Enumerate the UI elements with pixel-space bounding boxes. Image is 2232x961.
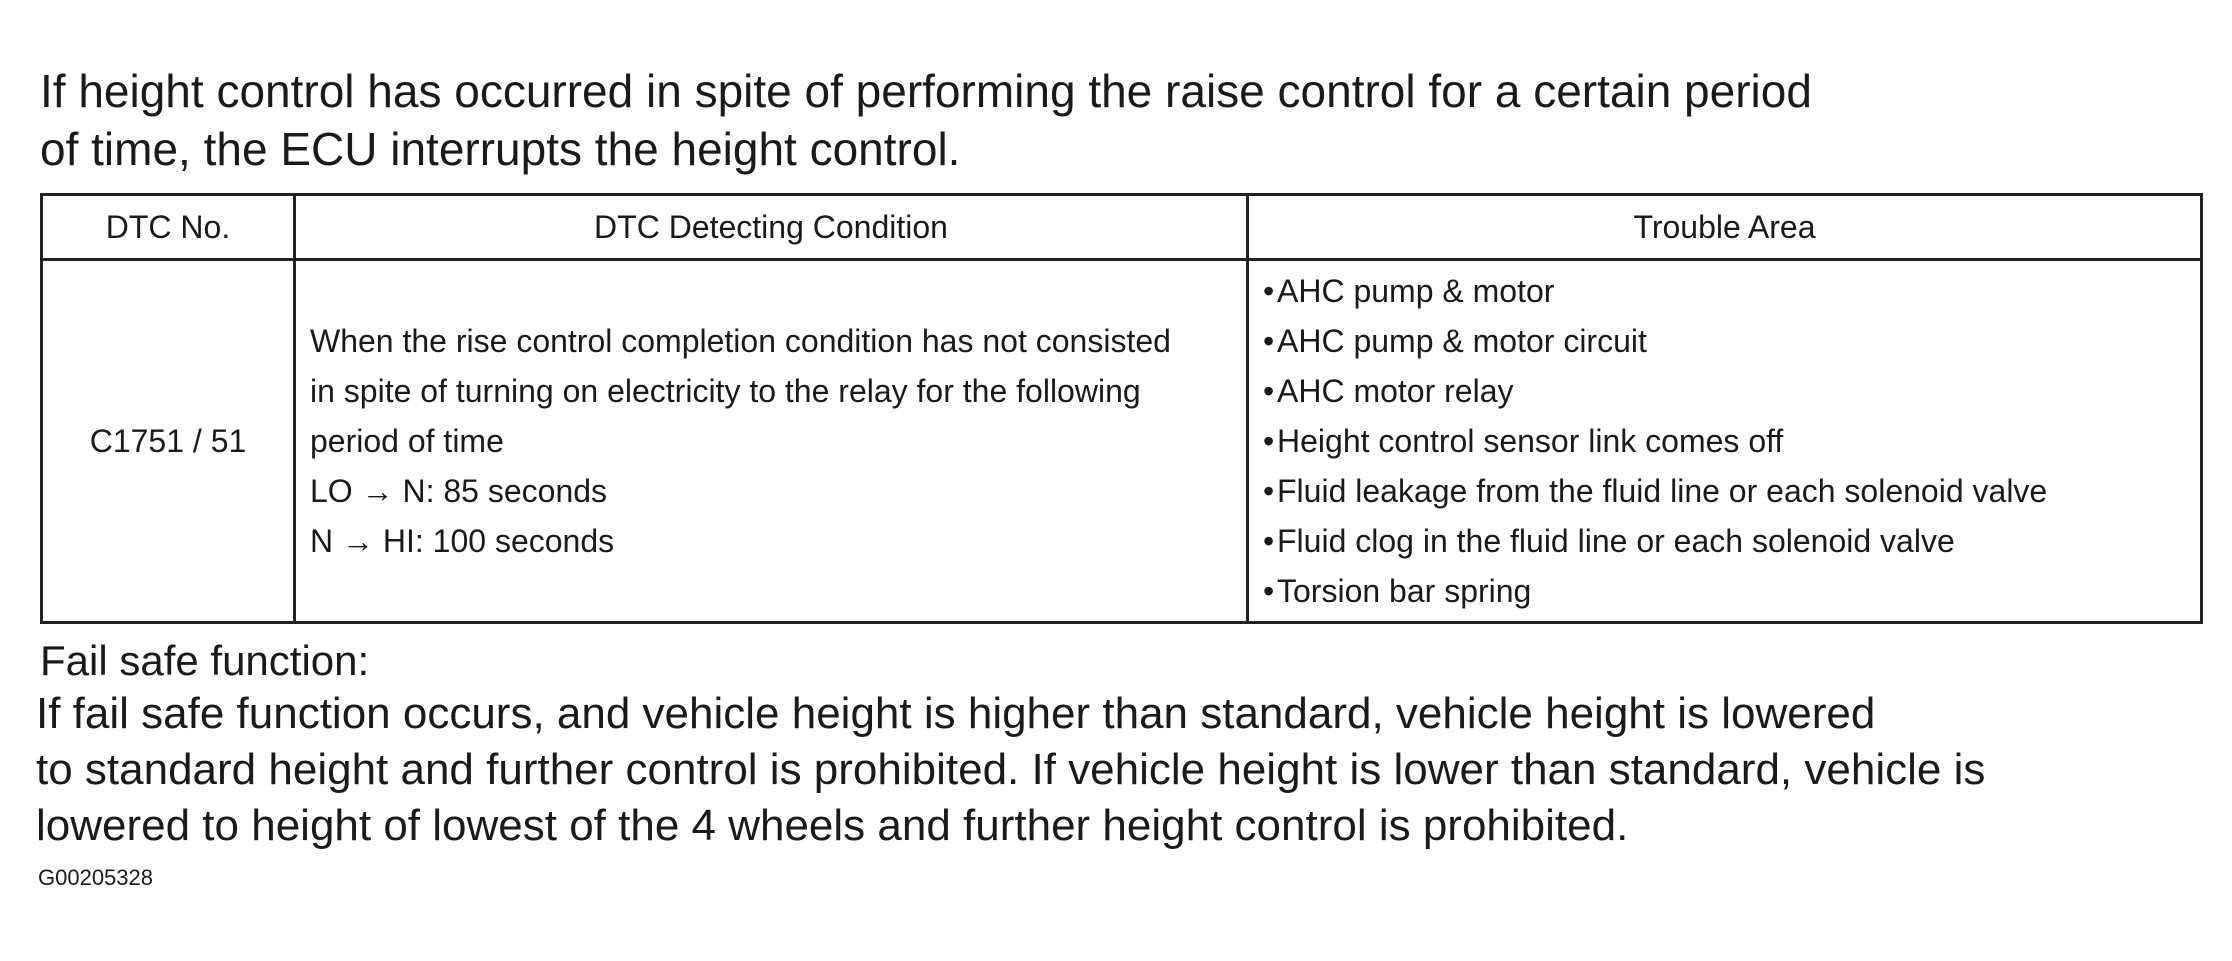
bullet-icon: •: [1263, 473, 1275, 509]
condition-line: period of time: [310, 423, 504, 459]
fail-safe-title: Fail safe function:: [40, 637, 370, 684]
dtc-code-cell: C1751 / 51: [42, 260, 295, 623]
header-detecting-condition: DTC Detecting Condition: [295, 195, 1248, 260]
bullet-icon: •: [1263, 323, 1275, 359]
intro-line: of time, the ECU interrupts the height control.: [40, 123, 961, 175]
trouble-area-item: •Fluid leakage from the fluid line or each solenoid valve: [1263, 466, 2199, 516]
intro-line: If height control has occurred in spite of performing the raise control for a certain period: [40, 65, 1812, 117]
fail-safe-line: If fail safe function occurs, and vehicle height is higher than standard, vehicle height is lowered: [36, 689, 1876, 738]
figure-id: G00205328: [38, 865, 153, 890]
header-dtc-no: DTC No.: [42, 195, 295, 260]
fail-safe-paragraph: [36, 686, 1985, 854]
fail-safe-line: lowered to height of lowest of the 4 wheels and further height control is prohibited.: [36, 801, 1629, 850]
trouble-area-item: •Fluid clog in the fluid line or each solenoid valve: [1263, 516, 2199, 566]
detecting-condition-cell: [295, 260, 1248, 623]
condition-line: When the rise control completion condition has not consisted: [310, 323, 1171, 359]
table-header-row: [42, 195, 2202, 260]
bullet-icon: •: [1263, 573, 1275, 609]
trouble-area-item: •AHC motor relay: [1263, 366, 2199, 416]
condition-line: in spite of turning on electricity to the relay for the following: [310, 373, 1141, 409]
dtc-table: [40, 193, 2203, 624]
fail-safe-line: to standard height and further control is prohibited. If vehicle height is lower than standard, vehicle is: [36, 745, 1986, 794]
trouble-area-item: •AHC pump & motor circuit: [1263, 316, 2199, 366]
bullet-icon: •: [1263, 273, 1275, 309]
condition-line-n-hi: N → HI: 100 seconds: [310, 523, 615, 559]
bullet-icon: •: [1263, 373, 1275, 409]
intro-paragraph: [40, 62, 1812, 178]
bullet-icon: •: [1263, 523, 1275, 559]
condition-line-lo-n: LO → N: 85 seconds: [310, 473, 608, 509]
trouble-area-item: •Height control sensor link comes off: [1263, 416, 2199, 466]
header-trouble-area: Trouble Area: [1248, 195, 2202, 260]
table-row: [42, 260, 2202, 623]
trouble-area-item: •AHC pump & motor: [1263, 266, 2199, 316]
bullet-icon: •: [1263, 423, 1275, 459]
trouble-area-item: •Torsion bar spring: [1263, 566, 2199, 616]
trouble-area-cell: [1248, 260, 2202, 623]
